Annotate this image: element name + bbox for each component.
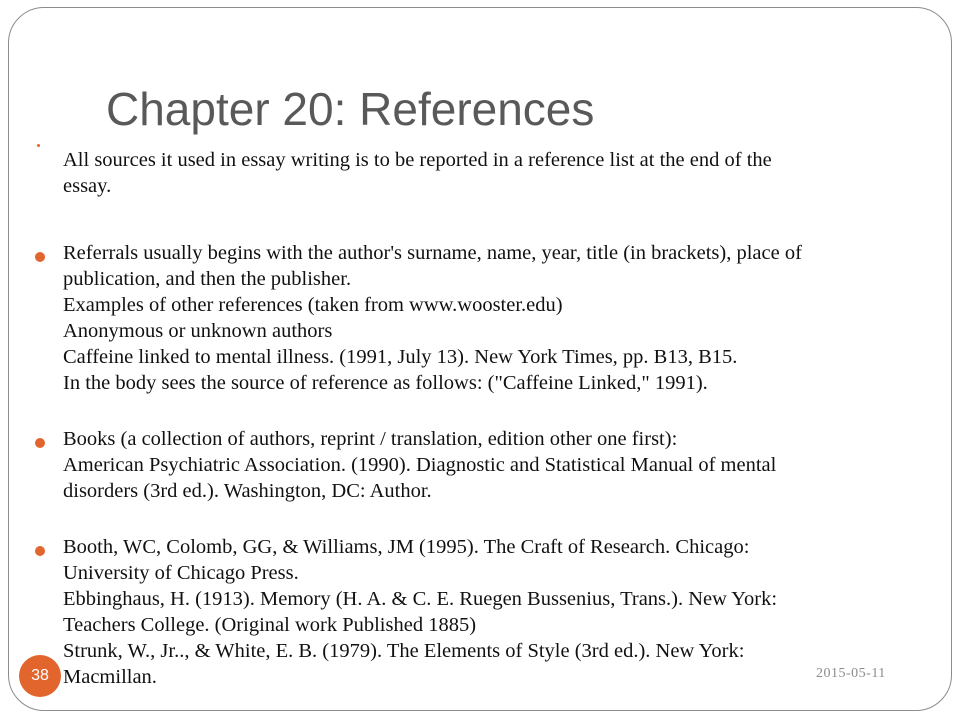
bullet-line: Booth, WC, Colomb, GG, & Williams, JM (1995). The Craft of Research. Chicago:	[63, 536, 750, 558]
bullet-line: All sources it used in essay writing is to be reported in a reference list at the end of the	[63, 149, 772, 171]
bullet-line: American Psychiatric Association. (1990). Diagnostic and Statistical Manual of mental	[63, 454, 777, 476]
bullet-line: Anonymous or unknown authors	[63, 320, 333, 342]
bullet-line: Referrals usually begins with the author's surname, name, year, title (in brackets), place of	[63, 242, 802, 264]
bullet-line: essay.	[63, 175, 112, 197]
slide-date: 2015-05-11	[816, 666, 886, 681]
bullet-line: disorders (3rd ed.). Washington, DC: Author.	[63, 480, 432, 502]
page-number-badge: 38	[19, 655, 61, 697]
bullet-line: Books (a collection of authors, reprint / translation, edition other one first):	[63, 428, 678, 450]
bullet-line: University of Chicago Press.	[63, 562, 299, 584]
slide-title: Chapter 20: References	[106, 83, 595, 135]
bullet-line: Ebbinghaus, H. (1913). Memory (H. A. & C. E. Ruegen Bussenius, Trans.). New York:	[63, 588, 778, 610]
bullet-dot	[35, 252, 45, 262]
bullet-line: Examples of other references (taken from www.wooster.edu)	[63, 294, 563, 316]
bullet-line: Macmillan.	[63, 666, 157, 688]
bullet-item-referrals	[63, 240, 923, 396]
bullet-line: publication, and then the publisher.	[63, 268, 352, 290]
bullet-line: In the body sees the source of reference as follows: ("Caffeine Linked," 1991).	[63, 372, 708, 394]
bullet-line: Teachers College. (Original work Published 1885)	[63, 614, 477, 636]
bullet-item-books	[63, 426, 923, 504]
bullet-line: Caffeine linked to mental illness. (1991, July 13). New York Times, pp. B13, B15.	[63, 346, 738, 368]
bullet-dot	[35, 546, 45, 556]
bullet-item-booth	[63, 534, 923, 690]
bullet-line: Strunk, W., Jr.., & White, E. B. (1979). The Elements of Style (3rd ed.). New York:	[63, 640, 745, 662]
bullet-dot	[35, 438, 45, 448]
bullet-item-sources	[63, 147, 923, 199]
